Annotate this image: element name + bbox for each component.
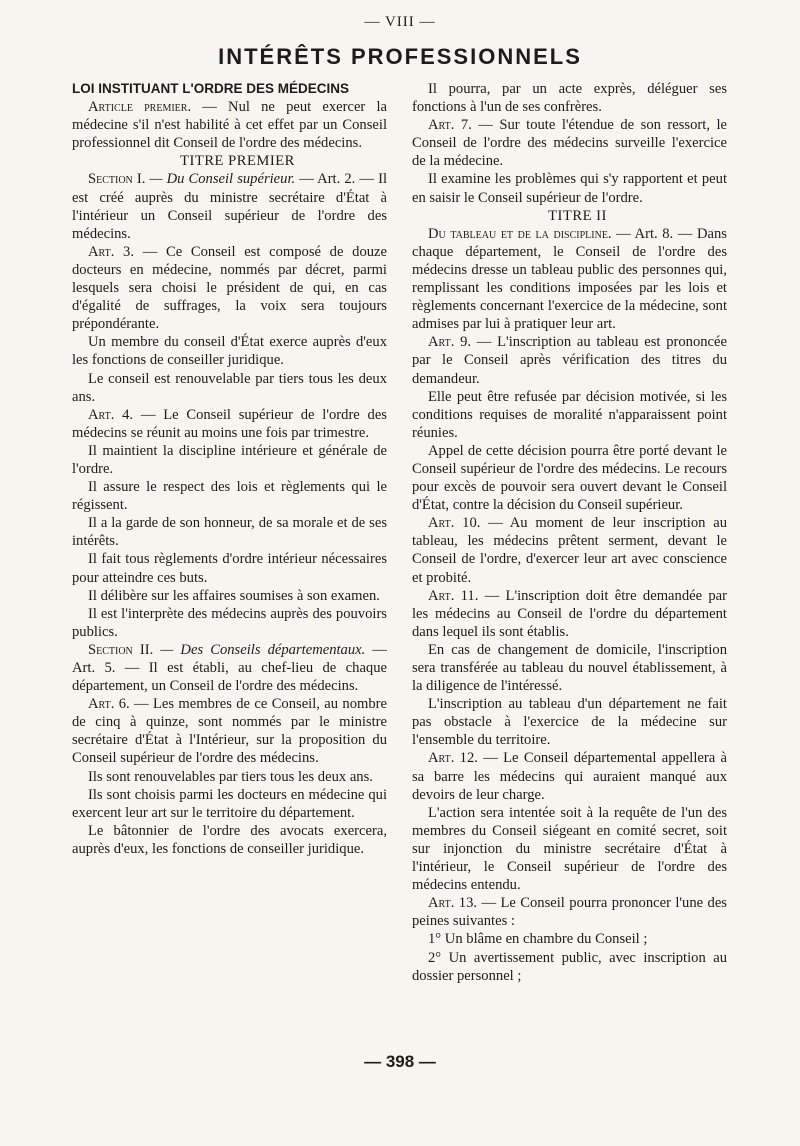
article-text: L'inscription au tableau d'un département ne fait pas obstacle à l'exercice de la médecine sur l'ensemble du territoire. xyxy=(412,696,727,749)
article-label: Art. 4. xyxy=(88,406,134,423)
left-column xyxy=(72,80,387,858)
article-paragraph xyxy=(412,804,727,894)
article-text: Un membre du conseil d'État exerce auprès d'eux les fonctions de conseiller juridique. xyxy=(72,334,387,369)
article-text: Il délibère sur les affaires soumises à son examen. xyxy=(88,587,380,604)
article-text: Il maintient la discipline intérieure et générale de l'ordre. xyxy=(72,442,387,477)
article-label: Art. 11. xyxy=(428,587,479,604)
article-paragraph xyxy=(72,587,387,605)
article-paragraph xyxy=(72,550,387,586)
article-label: Art. 13. xyxy=(428,895,478,912)
left-column-body xyxy=(72,98,387,858)
article-paragraph xyxy=(412,894,727,930)
article-paragraph xyxy=(72,370,387,406)
article-text: Appel de cette décision pourra être porté devant le Conseil supérieur de l'ordre des médecins. Le recours pour excès de pouvoir sera ouvert devant le Conseil d'État, contre la décision du Conseil supérieur. xyxy=(412,442,727,514)
article-paragraph xyxy=(412,333,727,387)
article-paragraph xyxy=(72,478,387,514)
article-paragraph xyxy=(412,225,727,334)
article-text: — Les membres de ce Conseil, au nombre de cinq à quinze, sont nommés par le ministre secrétaire d'État à l'Intérieur, sur la proposition du Conseil supérieur de l'ordre des médecins. xyxy=(72,696,387,767)
titre-heading: TITRE PREMIER xyxy=(180,153,295,170)
right-column xyxy=(412,80,727,985)
article-text: — Nul ne peut exercer la médecine s'il n'est habilité à cet effet par un Conseil professionnel dit Conseil de l'ordre des médecins. xyxy=(72,99,388,152)
article-label: Art. 3. xyxy=(88,243,135,260)
article-text: Le bâtonnier de l'ordre des avocats exercera, auprès d'eux, les fonctions de conseiller juridique. xyxy=(72,822,387,857)
article-text: Il pourra, par un acte exprès, déléguer ses fonctions à l'un de ses confrères. xyxy=(412,81,727,116)
article-paragraph xyxy=(412,116,727,170)
article-text: — Art. 8. — Dans chaque département, le Conseil de l'ordre des médecins dresse un tableau public des personnes qui, remplissant les conditions imposées par les lois et règlements concernant l'exercice de la médecine, sont admises par lui à pratiquer leur art. xyxy=(412,225,727,333)
article-paragraph xyxy=(412,587,727,641)
article-text: Il a la garde de son honneur, de sa morale et de ses intérêts. xyxy=(72,515,387,550)
article-text: Il fait tous règlements d'ordre intérieur nécessaires pour atteindre ces buts. xyxy=(72,551,387,586)
article-paragraph xyxy=(72,243,387,333)
right-column-body xyxy=(412,80,727,985)
article-paragraph xyxy=(412,641,727,695)
article-paragraph xyxy=(72,768,387,786)
article-paragraph xyxy=(72,442,387,478)
article-text: L'action sera intentée soit à la requête de l'un des membres du Conseil siégeant en comité secret, soit sur injonction du ministre secrétaire d'État à l'intérieur, le Conseil supérieur de l'ordre des médecins entendu. xyxy=(412,804,727,894)
article-paragraph xyxy=(412,442,727,514)
article-label: Du tableau et de la discipline. xyxy=(428,225,612,242)
article-label: Section II. xyxy=(88,641,154,658)
roman-page-number: — VIII — xyxy=(364,14,436,30)
article-paragraph xyxy=(412,749,727,803)
article-paragraph xyxy=(72,641,387,695)
article-text: 2° Un avertissement public, avec inscription au dossier personnel ; xyxy=(412,949,727,984)
article-paragraph xyxy=(72,605,387,641)
article-paragraph xyxy=(412,949,727,985)
article-paragraph xyxy=(72,695,387,767)
article-text: — Le Conseil pourra prononcer l'une des peines suivantes : xyxy=(412,895,727,930)
article-text: — Le Conseil départemental appellera à sa barre les médecins qui auraient manqué aux devoirs de leur charge. xyxy=(412,750,727,803)
article-paragraph xyxy=(72,98,387,152)
article-text: — L'inscription au tableau est prononcée par le Conseil après vérification des titres du demandeur. xyxy=(412,334,727,387)
article-paragraph xyxy=(72,406,387,442)
section-subtitle: — Des Conseils départementaux. xyxy=(153,641,366,658)
section-subtitle: — Du Conseil supérieur. xyxy=(145,171,296,188)
article-label: Section I. xyxy=(88,171,146,188)
article-paragraph xyxy=(72,822,387,858)
article-paragraph xyxy=(72,333,387,369)
article-text: Elle peut être refusée par décision motivée, si les conditions requises de moralité n'apparaissent point réunies. xyxy=(412,388,727,441)
article-text: — Le Conseil supérieur de l'ordre des médecins se réunit au moins une fois par trimestre. xyxy=(72,406,387,441)
article-label: Article premier. xyxy=(88,99,192,116)
article-paragraph xyxy=(72,170,387,242)
article-text: — Art. 5. — Il est établi, au chef-lieu de chaque département, un Conseil de l'ordre des médecins. xyxy=(72,641,387,695)
article-label: Art. 12. xyxy=(428,750,478,767)
article-text: — Ce Conseil est composé de douze docteurs en médecine, nommés par décret, parmi lesquels sera choisi le président de qui, en cas d'égalité de suffrages, la voix sera toujours prépondérante. xyxy=(72,243,387,333)
article-text: Il est l'interprète des médecins auprès des pouvoirs publics. xyxy=(72,605,387,640)
article-text: Ils sont choisis parmi les docteurs en médecine qui exercent leur art sur le territoire du département. xyxy=(72,786,387,821)
article-paragraph xyxy=(412,695,727,749)
article-label: Art. 10. xyxy=(428,515,481,532)
article-text: Le conseil est renouvelable par tiers tous les deux ans. xyxy=(72,370,387,405)
article-paragraph xyxy=(412,930,727,948)
article-label: Art. 9. xyxy=(428,334,472,351)
article-paragraph xyxy=(72,786,387,822)
article-text: — Sur toute l'étendue de son ressort, le Conseil de l'ordre des médecins surveille l'exercice de la médecine. xyxy=(412,117,727,170)
article-paragraph xyxy=(412,388,727,442)
titre-heading: TITRE II xyxy=(548,207,607,224)
article-label: Art. 7. xyxy=(428,117,472,134)
page-number: — 398 — xyxy=(364,1052,436,1071)
article-paragraph xyxy=(412,80,727,116)
article-paragraph xyxy=(412,514,727,586)
article-text: Il examine les problèmes qui s'y rapportent et peut en saisir le Conseil supérieur de l'ordre. xyxy=(412,171,727,206)
article-paragraph xyxy=(412,170,727,206)
section-title: INTÉRÊTS PROFESSIONNELS xyxy=(218,44,582,69)
article-label: Art. 6. xyxy=(88,696,130,713)
article-text: En cas de changement de domicile, l'inscription sera transférée au tableau du nouvel établissement, à la diligence de l'intéressé. xyxy=(412,641,727,695)
article-text: Il assure le respect des lois et règlements qui le régissent. xyxy=(72,479,387,514)
article-text: — L'inscription doit être demandée par les médecins au Conseil de l'ordre du département dans lequel ils sont établis. xyxy=(412,587,727,640)
article-text: 1° Un blâme en chambre du Conseil ; xyxy=(428,931,648,948)
article-text: Ils sont renouvelables par tiers tous les deux ans. xyxy=(88,768,373,785)
article-text: — Au moment de leur inscription au tableau, les médecins prêtent serment, devant le Conseil de l'ordre, d'exercer leur art avec conscience et probité. xyxy=(412,515,728,586)
article-paragraph xyxy=(72,514,387,550)
law-title: LOI INSTITUANT L'ORDRE DES MÉDECINS xyxy=(72,81,349,96)
article-text: — Art. 2. — Il est créé auprès du ministre secrétaire d'État à l'intérieur un Conseil supérieur de l'ordre des médecins. xyxy=(72,171,388,242)
